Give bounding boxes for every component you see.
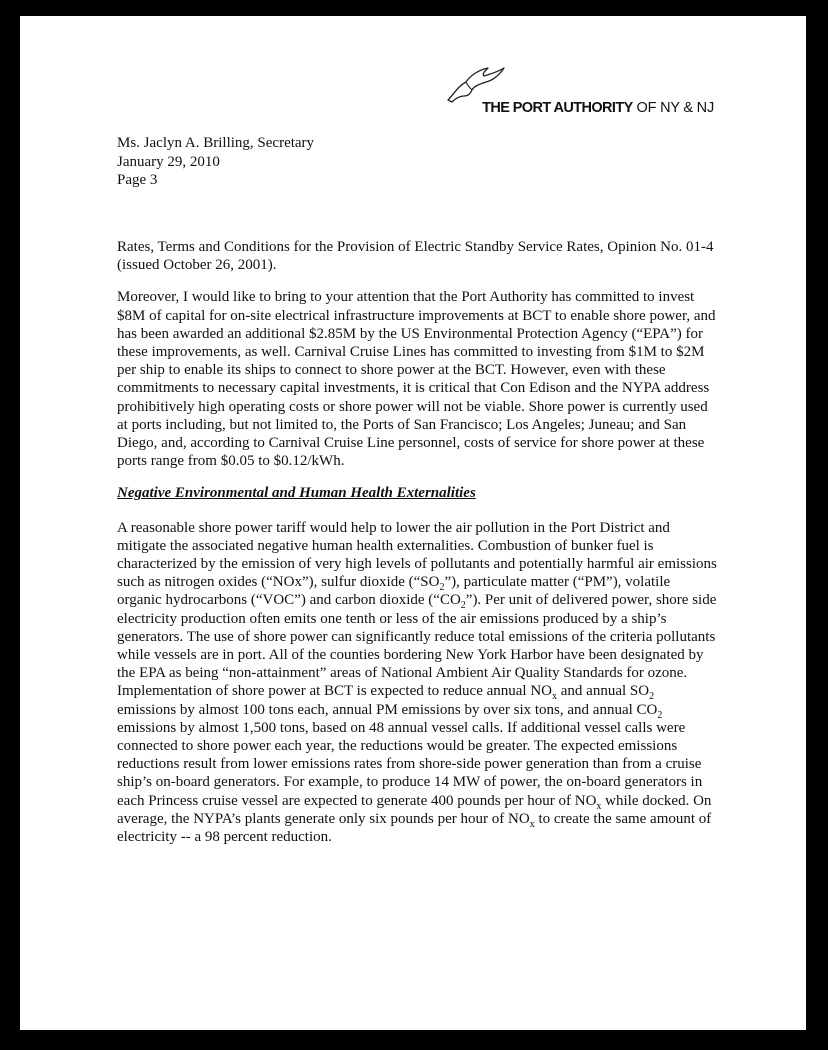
text-segment: to create the same amount of electricity -- a 98 percent reduction. bbox=[117, 810, 712, 846]
letterhead-logo bbox=[482, 70, 714, 116]
subscript: 2 bbox=[657, 709, 663, 721]
text-segment: and annual SO bbox=[557, 683, 650, 700]
document-page bbox=[20, 16, 806, 1030]
organization-name-strong: THE PORT AUTHORITY bbox=[482, 100, 633, 116]
text-segment: ”), particulate matter (“PM”), volatile organic hydrocarbons (“VOC”) and carbon dioxide (“CO bbox=[117, 574, 671, 609]
text-segment: ”). Per unit of delivered power, shore side electricity production often emits one tenth or less of the air emissions produced by a ship’s generators. The use of shore power can significantly reduce total emissions of the criteria pollutants while vessels are in port. All of the counties bordering New York Harbor have been designated by the EPA as being “non-attainment” areas of National Ambient Air Quality Standards for ozone. Implementation of shore power at BCT is expected to reduce annual NO bbox=[117, 592, 717, 700]
subscript: x bbox=[596, 800, 602, 812]
text-segment: emissions by almost 1,500 tons, based on 48 annual vessel calls. If additional vessel calls were connected to shore power each year, the reductions would be greater. The expected emissions reductions result from lower emissions rates from shore-side power generation than from a cruise ship’s on-board generators. For example, to produce 14 MW of power, the on-board generators in each Princess cruise vessel are expected to generate 400 pounds per hour of NO bbox=[117, 719, 703, 809]
subscript: x bbox=[552, 691, 558, 703]
paragraph-externalities bbox=[117, 519, 717, 847]
date-line: January 29, 2010 bbox=[117, 153, 220, 170]
paragraph-investment: Moreover, I would like to bring to your attention that the Port Authority has committed to invest $8M of capital for on-site electrical infrastructure improvements at BCT to enable shore power, and has been awarded an additional $2.85M by the US Environmental Protection Agency (“EPA”) for these improvements, as well. Carnival Cruise Lines has committed to investing from $1M to $2M per ship to enable its ships to connect to shore power at the BCT. However, even with these commitments to necessary capital investments, it is critical that Con Edison and the NYPA address prohibitively high operating costs or shore power will not be viable. Shore power is currently used at ports including, but not limited to, the Ports of San Francisco; Los Angeles; Juneau; and San Diego, and, according to Carnival Cruise Line personnel, costs of service for shore power at these ports range from $0.05 to $0.12/kWh. bbox=[117, 289, 716, 470]
organization-name-rest: OF NY & NJ bbox=[632, 100, 714, 116]
page-number-line: Page 3 bbox=[117, 172, 158, 188]
letter-body bbox=[117, 238, 717, 860]
recipient-line: Ms. Jaclyn A. Brilling, Secretary bbox=[117, 135, 315, 151]
text-segment: while docked. On average, the NYPA’s plants generate only six pounds per hour of NO bbox=[117, 792, 712, 827]
text-segment: emissions by almost 100 tons each, annual PM emissions by over six tons, and annual CO bbox=[117, 701, 658, 718]
subscript: 2 bbox=[649, 691, 655, 703]
subscript: 2 bbox=[460, 600, 466, 612]
section-heading: Negative Environmental and Human Health Externalities bbox=[117, 485, 476, 502]
subscript: x bbox=[529, 818, 535, 830]
text-segment: A reasonable shore power tariff would help to lower the air pollution in the Port District and mitigate the associated negative human health externalities. Combustion of bunker fuel is characterized by the emission of very high levels of pollutants and potentially harmful air emissions such as nitrogen oxides (“NOx”), sulfur dioxide (“SO bbox=[117, 519, 717, 591]
paragraph-continuation: Rates, Terms and Conditions for the Provision of Electric Standby Service Rates, Opinion No. 01-4 (issued October 26, 2001). bbox=[117, 239, 714, 274]
seagull-icon bbox=[444, 64, 506, 109]
subscript: 2 bbox=[439, 582, 445, 594]
letter-header bbox=[117, 134, 314, 190]
organization-name bbox=[482, 100, 714, 116]
